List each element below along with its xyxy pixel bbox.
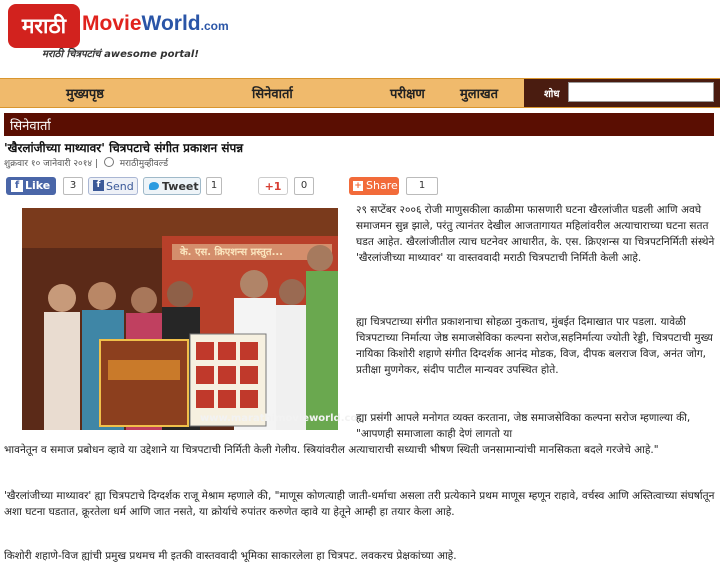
- share-plus-icon: +: [354, 181, 362, 191]
- share-label: Share: [366, 179, 398, 192]
- article-paragraph-1: २९ सप्टेंबर २००६ रोजी माणुसकीला काळीमा फासणारी घटना खैरलांजीत घडली आणि अवघे समाजमन सुन्न झाले, परंतु त्यानंतर देखील आजतागायत महिलांवरील अत्याचाराच्या घटना सतत घडत आहेत. खैरलांजीतील त्याच घटनेवर आधारीत, के. एस. क्रिएशन्स या चित्रपटनिर्मिती संस्थेने 'खैरलांजीच्या माथ्यावर' या वास्तववादी मराठी चित्रपटाची निर्मिती केली आहे.: [356, 204, 715, 264]
- article-paragraph-2: ह्या चित्रपटाच्या संगीत प्रकाशनाचा सोहळा नुकताच, मुंबईत दिमाखात पार पडला. यावेळी चित्रपटाच्या निर्मात्या जेष्ठ समाजसेविका कल्पना सरोज,सहनिर्मात्या ज्योती रेड्डी, चित्रपटाची मुख्य नायिका किशोरी शहाणे संगीत दिग्दर्शक आनंद मोडक, विज, दीपक बलराज विज, अनंत जोग, प्रतीक्षा मुणगेकर, संदीप पाटील मान्यवर उपस्थित होते.: [356, 316, 713, 376]
- article-photo[interactable]: [22, 208, 368, 430]
- share-count: 1: [406, 177, 438, 195]
- search-label: शोध: [544, 89, 560, 100]
- site-logo[interactable]: [8, 4, 80, 48]
- like-label: Like: [25, 179, 51, 192]
- facebook-like-button[interactable]: [6, 177, 56, 195]
- send-label: Send: [106, 180, 134, 193]
- share-button[interactable]: [349, 177, 399, 195]
- tweet-button[interactable]: [143, 177, 201, 195]
- main-nav: [0, 78, 720, 108]
- tweet-count: 1: [206, 177, 222, 195]
- article-paragraph-3-rest: भावनेतून व समाज प्रबोधन व्हावे या उद्देशाने या चित्रपटाची निर्मिती केली गेलीय. स्त्रियांवरील अत्याचाराची सध्याची भीषण स्थिती जनसामान्यांची मानसिकता बदले गरजेचे आहे.": [4, 444, 659, 456]
- logo-tagline: मराठी चित्रपटांचं awesome portal!: [42, 49, 199, 60]
- article-date: शुक्रवार १० जानेवारी २०१४: [4, 159, 93, 169]
- like-count: 3: [63, 177, 83, 195]
- facebook-icon: f: [11, 180, 23, 192]
- gplus-count: 0: [294, 177, 314, 195]
- logo-badge-text: मराठी: [21, 14, 67, 38]
- search-input[interactable]: [568, 82, 714, 102]
- meta-separator: |: [94, 159, 98, 169]
- logo-wordmark[interactable]: [82, 12, 229, 36]
- nav-item-cinema-news[interactable]: सिनेवार्ता: [252, 87, 293, 102]
- logo-dotcom-text: .com: [200, 19, 229, 33]
- facebook-send-button[interactable]: [88, 177, 138, 195]
- article-title: 'खैरलांजीच्या माथ्यावर' चित्रपटाचे संगीत प्रकाशन संपन्न: [4, 141, 244, 155]
- photo-watermark: www.marathimovieworld.com: [200, 413, 368, 424]
- poster-banner-text: के. एस. क्रिएशन्स प्रस्तुत...: [180, 247, 283, 258]
- article-paragraph-3-start: ह्या प्रसंगी आपले मनोगत व्यक्त करताना, जेष्ठ समाजसेविका कल्पना सरोज म्हणाल्या की, "आपणही समाजाला काही देणं लागतो या: [356, 412, 691, 440]
- clock-icon: [104, 157, 114, 167]
- search-box: [524, 79, 720, 107]
- tweet-label: Tweet: [162, 180, 199, 193]
- article-meta: [4, 156, 168, 169]
- google-plus-button[interactable]: [258, 177, 288, 195]
- article-paragraph-4: 'खैरलांजीच्या माथ्यावर' ह्या चित्रपटाचे दिग्दर्शक राजू मेश्राम म्हणाले की, "माणूस कोणत्याही जाती-धर्माचा असला तरी प्रत्येकाने प्रथम माणूस म्हणून राहावे, वर्चस्व आणि अस्तित्वाच्या संघर्षातून अशा घटना घडतात, क्रूरतेला धर्म आणि जात नसते, या क्रोर्याचे रुपांतर करुणेत व्हावे या हेतूने आम्ही हा तयार केला आहे.: [4, 490, 715, 518]
- nav-item-interviews[interactable]: मुलाखत: [460, 87, 498, 102]
- article-paragraph-5: किशोरी शहाणे-विज ह्यांची प्रमुख प्रथमच मी इतकी वास्तववादी भूमिका साकारलेला हा चित्रपट. लवकरच प्रेक्षकांच्या आहे.: [4, 550, 457, 562]
- gplus-label: +1: [264, 180, 282, 193]
- nav-item-home[interactable]: मुख्यपृष्ठ: [66, 87, 104, 102]
- twitter-bird-icon: [149, 182, 159, 190]
- logo-world-text: World: [141, 12, 201, 35]
- section-title[interactable]: सिनेवार्ता: [10, 119, 51, 134]
- section-bar: [4, 113, 714, 136]
- event-photo-illustration: [22, 208, 338, 430]
- site-header: [0, 0, 720, 74]
- article-author[interactable]: मराठीमुव्हीवर्ल्ड: [119, 159, 169, 169]
- facebook-icon: f: [93, 180, 104, 191]
- logo-movie-text: Movie: [82, 12, 142, 35]
- nav-item-reviews[interactable]: परीक्षण: [390, 87, 425, 102]
